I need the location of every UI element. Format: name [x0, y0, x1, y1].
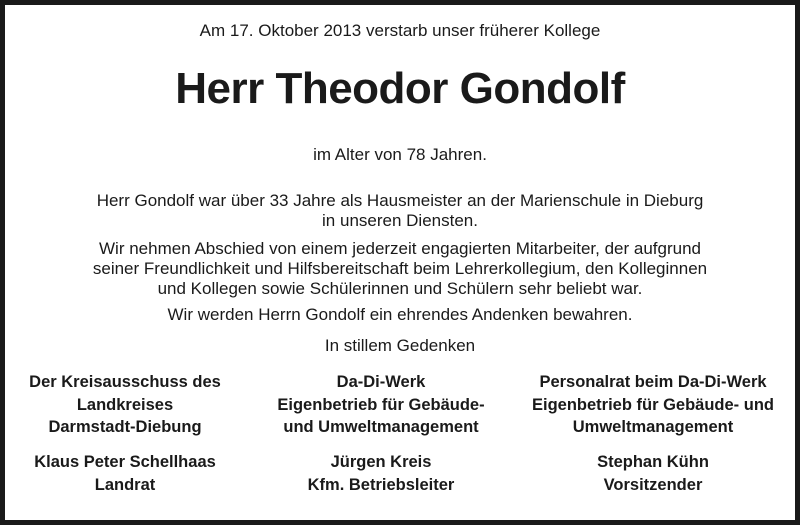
paragraph-farewell-line-3: und Kollegen sowie Schülerinnen und Schülern sehr beliebt war.	[157, 279, 643, 298]
signatory-org-line: Der Kreisausschuss des	[29, 373, 221, 391]
paragraph-service-line-1: Herr Gondolf war über 33 Jahre als Hausmeister an der Marienschule in Dieburg	[96, 191, 704, 210]
paragraph-farewell-line-2: seiner Freundlichkeit und Hilfsbereitschaft beim Lehrerkollegium, den Kolleginnen	[92, 259, 708, 278]
signatory-org-line: Darmstadt-Diebung	[48, 418, 202, 436]
intro-text: Am 17. Oktober 2013 verstarb unser früherer Kollege	[199, 21, 601, 40]
signatory-staff-council	[511, 371, 795, 439]
signatory-person-left	[7, 451, 243, 496]
signatory-person-right	[511, 451, 795, 496]
signatory-org-line: Personalrat beim Da-Di-Werk	[539, 373, 767, 391]
signatory-org-line: Eigenbetrieb für Gebäude-	[277, 395, 485, 414]
age-text: im Alter von 78 Jahren.	[313, 145, 487, 164]
signatory-person-name: Jürgen Kreis	[330, 453, 432, 471]
deceased-name: Herr Theodor Gondolf	[175, 64, 625, 113]
signatory-org-line: und Umweltmanagement	[283, 418, 479, 436]
signatory-person-name: Klaus Peter Schellhaas	[34, 453, 216, 471]
paragraph-service-line-2: in unseren Diensten.	[322, 211, 478, 230]
signatory-person-role: Kfm. Betriebsleiter	[307, 475, 455, 494]
signatory-district-committee	[7, 371, 243, 439]
in-memoriam-text: In stillem Gedenken	[324, 336, 476, 355]
signatory-org-line: Umweltmanagement	[572, 418, 734, 436]
paragraph-farewell-line-1: Wir nehmen Abschied von einem jederzeit engagierten Mitarbeiter, der aufgrund	[99, 239, 701, 258]
signatory-person-middle	[253, 451, 509, 496]
signatory-org-line: Da-Di-Werk	[336, 373, 426, 391]
signatory-org-line: Landkreises	[76, 395, 174, 414]
signatory-person-role: Vorsitzender	[603, 475, 703, 494]
signatory-person-name: Stephan Kühn	[597, 453, 709, 471]
signatory-da-di-werk	[253, 371, 509, 439]
signatory-person-role: Landrat	[94, 475, 156, 494]
paragraph-remembrance: Wir werden Herrn Gondolf ein ehrendes Andenken bewahren.	[167, 305, 633, 324]
signatory-org-line: Eigenbetrieb für Gebäude- und	[531, 395, 774, 414]
